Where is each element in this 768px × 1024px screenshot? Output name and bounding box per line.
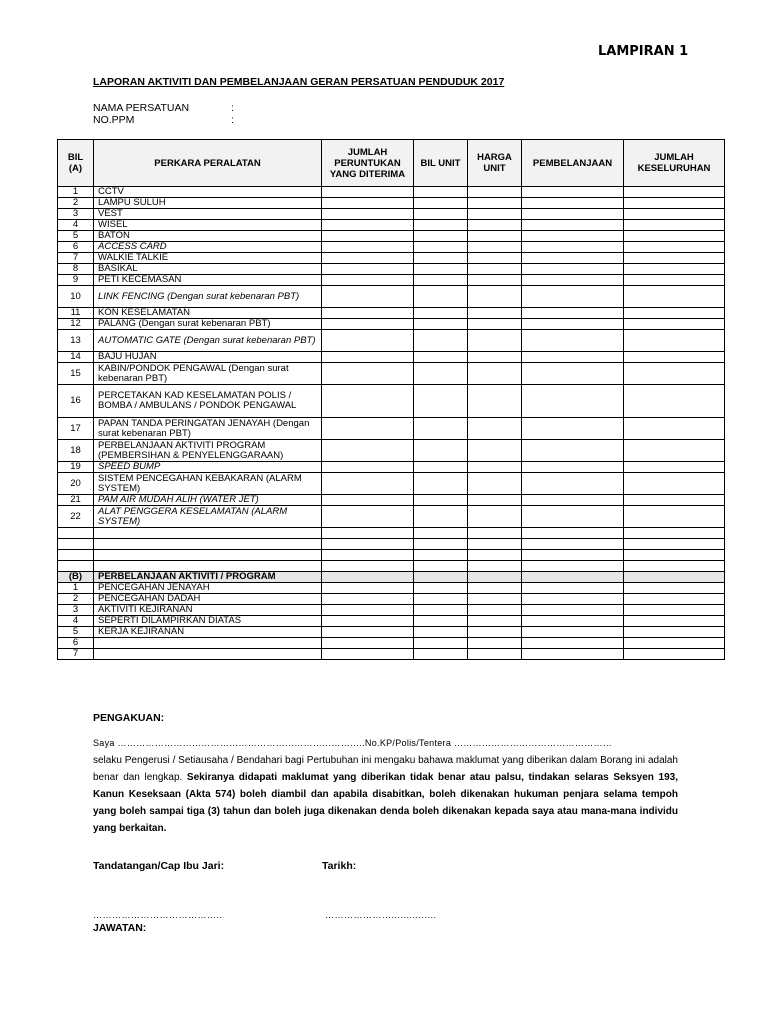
cell-unit-price[interactable] [468,462,522,473]
cell-allocation[interactable] [322,649,414,660]
table-row [58,231,725,242]
row-number: 6 [58,242,94,253]
row-number: 7 [58,649,94,660]
cell-allocation[interactable] [322,209,414,220]
cell-expenditure[interactable] [522,253,624,264]
header-pembelanjaan: PEMBELANJAAN [522,140,624,187]
table-row [58,264,725,275]
cell-unit-price[interactable] [468,319,522,330]
table-row [58,209,725,220]
cell-allocation[interactable] [322,506,414,528]
cell-total[interactable] [624,319,725,330]
row-number: 16 [58,385,94,418]
row-item: LINK FENCING (Dengan surat kebenaran PBT) [94,286,322,308]
cell-total[interactable] [624,330,725,352]
cell-unit-price[interactable] [468,275,522,286]
position-label: JAWATAN: [93,922,147,934]
cell-unit-count[interactable] [414,594,468,605]
blank-cell[interactable] [522,528,624,539]
cell-total[interactable] [624,385,725,418]
row-item: PENCEGAHAN DADAH [94,594,322,605]
cell-unit-count[interactable] [414,462,468,473]
cell-expenditure[interactable] [522,363,624,385]
cell-allocation[interactable] [322,264,414,275]
blank-cell[interactable] [522,539,624,550]
declaration-bold: Sekiranya didapati maklumat yang diberikan tidak benar atau palsu, tindakan selaras Seksyen 193, Kanun Keseksaan (Akta 574) boleh diambil dan apabila disabitkan, boleh dikenakan hukuman penjara selama tempoh yang boleh sampai tiga (3) tahun dan boleh juga dikenakan denda boleh dikenakan kepada saya atau mana-mana individu yang berkaitan. [93,772,678,834]
cell-allocation[interactable] [322,220,414,231]
cell-allocation[interactable] [322,242,414,253]
table-row [58,319,725,330]
cell-unit-count[interactable] [414,583,468,594]
cell-allocation[interactable] [322,330,414,352]
blank-cell[interactable] [468,528,522,539]
cell-unit-count[interactable] [414,616,468,627]
cell-expenditure[interactable] [522,308,624,319]
table-row [58,418,725,440]
cell-total[interactable] [624,264,725,275]
cell-allocation[interactable] [322,187,414,198]
row-number: 15 [58,363,94,385]
table-row [58,286,725,308]
cell-total[interactable] [624,440,725,462]
row-number: 22 [58,506,94,528]
cell-expenditure[interactable] [522,638,624,649]
table-row [58,583,725,594]
cell-unit-price[interactable] [468,385,522,418]
header-harga-unit: HARGA UNIT [468,140,522,187]
table-row [58,605,725,616]
table-row [58,649,725,660]
cell-allocation[interactable] [322,319,414,330]
table-row [58,275,725,286]
row-item: PERBELANJAAN AKTIVITI PROGRAM (PEMBERSIHAN & PENYELENGGARAAN) [94,440,322,462]
cell-total[interactable] [624,308,725,319]
section-b-title: PERBELANJAAN AKTIVITI / PROGRAM [94,572,322,583]
row-number: 4 [58,220,94,231]
cell-allocation[interactable] [322,198,414,209]
row-number: 17 [58,418,94,440]
cell-allocation[interactable] [322,308,414,319]
cell-unit-count[interactable] [414,605,468,616]
cell-unit-count[interactable] [414,385,468,418]
cell-expenditure[interactable] [522,418,624,440]
cell-unit-count[interactable] [414,319,468,330]
table-row [58,638,725,649]
table-row [58,627,725,638]
cell-unit-price[interactable] [468,495,522,506]
row-item: AKTIVITI KEJIRANAN [94,605,322,616]
table-row [58,594,725,605]
cell-unit-count[interactable] [414,209,468,220]
cell-unit-count[interactable] [414,330,468,352]
table-row [58,198,725,209]
blank-cell[interactable] [58,550,94,561]
cell-unit-count[interactable] [414,187,468,198]
cell-total[interactable] [624,253,725,264]
table-row [58,616,725,627]
cell-total[interactable] [624,198,725,209]
table-row [58,495,725,506]
cell-allocation[interactable] [322,275,414,286]
cell-unit-price[interactable] [468,627,522,638]
meta-sep: : [231,114,234,126]
row-number: 14 [58,352,94,363]
cell-unit-price[interactable] [468,209,522,220]
cell-total[interactable] [624,363,725,385]
cell-unit-count[interactable] [414,352,468,363]
cell-unit-price[interactable] [468,253,522,264]
report-table [57,139,725,660]
blank-cell[interactable] [322,561,414,572]
cell-allocation[interactable] [322,286,414,308]
blank-row [58,561,725,572]
row-number: 3 [58,209,94,220]
row-number: 6 [58,638,94,649]
row-item: SPEED BUMP [94,462,322,473]
blank-cell[interactable] [414,561,468,572]
blank-cell[interactable] [322,539,414,550]
cell-total[interactable] [624,231,725,242]
cell-allocation[interactable] [322,352,414,363]
page-title: LAPORAN AKTIVITI DAN PEMBELANJAAN GERAN PERSATUAN PENDUDUK 2017 [93,76,505,88]
header-perkara: PERKARA PERALATAN [94,140,322,187]
row-item: KABIN/PONDOK PENGAWAL (Dengan surat kebenaran PBT) [94,363,322,385]
meta-ppm-number [93,114,234,126]
cell-unit-count[interactable] [414,308,468,319]
cell-expenditure[interactable] [522,275,624,286]
table-row [58,187,725,198]
cell-total[interactable] [624,187,725,198]
cell-total[interactable] [624,649,725,660]
cell-unit-price[interactable] [468,363,522,385]
cell-unit-count[interactable] [414,638,468,649]
blank-cell[interactable] [522,550,624,561]
cell-expenditure[interactable] [522,209,624,220]
cell-allocation[interactable] [322,627,414,638]
cell-unit-price[interactable] [468,308,522,319]
cell-unit-price[interactable] [468,187,522,198]
meta-label: NAMA PERSATUAN [93,102,190,114]
blank-cell[interactable] [468,561,522,572]
cell-unit-price[interactable] [468,649,522,660]
cell-total[interactable] [624,242,725,253]
cell-unit-count[interactable] [414,242,468,253]
row-item: SEPERTI DILAMPIRKAN DIATAS [94,616,322,627]
cell-allocation[interactable] [322,594,414,605]
row-item [94,649,322,660]
section-b-cell [522,572,624,583]
cell-unit-count[interactable] [414,506,468,528]
meta-association-name [93,102,234,114]
cell-allocation[interactable] [322,462,414,473]
cell-expenditure[interactable] [522,220,624,231]
cell-unit-count[interactable] [414,440,468,462]
row-item: PERCETAKAN KAD KESELAMATAN POLIS / BOMBA / AMBULANS / PONDOK PENGAWAL [94,385,322,418]
row-item: KON KESELAMATAN [94,308,322,319]
row-number: 19 [58,462,94,473]
cell-unit-count[interactable] [414,649,468,660]
cell-allocation[interactable] [322,418,414,440]
cell-expenditure[interactable] [522,649,624,660]
cell-total[interactable] [624,352,725,363]
blank-cell[interactable] [624,561,725,572]
cell-expenditure[interactable] [522,352,624,363]
row-item: PENCEGAHAN JENAYAH [94,583,322,594]
row-number: 10 [58,286,94,308]
table-row [58,330,725,352]
cell-total[interactable] [624,275,725,286]
cell-unit-price[interactable] [468,616,522,627]
row-number: 2 [58,594,94,605]
cell-expenditure[interactable] [522,616,624,627]
cell-unit-price[interactable] [468,220,522,231]
cell-unit-price[interactable] [468,231,522,242]
header-jumlah-peruntukan: JUMLAH PERUNTUKAN YANG DITERIMA [322,140,414,187]
cell-allocation[interactable] [322,253,414,264]
declaration-name-line: Saya ……………………………………………………………………..No.KP/Polis/Tentera …………………………………………… [93,738,613,748]
cell-expenditure[interactable] [522,495,624,506]
table-header-row [58,140,725,187]
row-number: 4 [58,616,94,627]
blank-cell[interactable] [58,561,94,572]
cell-expenditure[interactable] [522,198,624,209]
cell-unit-count[interactable] [414,286,468,308]
cell-total[interactable] [624,506,725,528]
cell-total[interactable] [624,473,725,495]
cell-expenditure[interactable] [522,440,624,462]
table-row [58,462,725,473]
cell-expenditure[interactable] [522,231,624,242]
cell-unit-count[interactable] [414,275,468,286]
cell-allocation[interactable] [322,638,414,649]
signature-label: Tandatangan/Cap Ibu Jari: [93,860,225,872]
row-number: 2 [58,198,94,209]
row-number: 1 [58,583,94,594]
cell-total[interactable] [624,418,725,440]
cell-expenditure[interactable] [522,330,624,352]
blank-cell[interactable] [468,539,522,550]
cell-allocation[interactable] [322,583,414,594]
cell-unit-price[interactable] [468,473,522,495]
blank-cell[interactable] [94,528,322,539]
blank-cell[interactable] [94,550,322,561]
cell-allocation[interactable] [322,385,414,418]
row-number: 3 [58,605,94,616]
cell-unit-price[interactable] [468,286,522,308]
row-item: CCTV [94,187,322,198]
cell-allocation[interactable] [322,495,414,506]
attachment-label: LAMPIRAN 1 [598,44,689,59]
cell-unit-count[interactable] [414,264,468,275]
cell-unit-count[interactable] [414,363,468,385]
cell-expenditure[interactable] [522,319,624,330]
cell-total[interactable] [624,209,725,220]
cell-allocation[interactable] [322,231,414,242]
blank-cell[interactable] [414,539,468,550]
row-item: KERJA KEJIRANAN [94,627,322,638]
date-line: …………………............... [325,910,437,920]
signature-line: ………………………………….. [93,910,223,920]
table-row [58,440,725,462]
cell-unit-count[interactable] [414,231,468,242]
section-b-cell [468,572,522,583]
blank-cell[interactable] [624,528,725,539]
cell-expenditure[interactable] [522,473,624,495]
cell-expenditure[interactable] [522,242,624,253]
blank-cell[interactable] [322,528,414,539]
cell-allocation[interactable] [322,440,414,462]
cell-expenditure[interactable] [522,506,624,528]
row-item: BAJU HUJAN [94,352,322,363]
cell-expenditure[interactable] [522,264,624,275]
cell-total[interactable] [624,605,725,616]
section-b-header [58,572,725,583]
declaration-text [93,752,678,837]
cell-expenditure[interactable] [522,605,624,616]
cell-expenditure[interactable] [522,187,624,198]
cell-unit-price[interactable] [468,583,522,594]
cell-total[interactable] [624,616,725,627]
row-item: LAMPU SULUH [94,198,322,209]
cell-unit-price[interactable] [468,264,522,275]
cell-unit-count[interactable] [414,198,468,209]
header-bil: BIL (A) [58,140,94,187]
header-bil-unit: BIL UNIT [414,140,468,187]
cell-unit-price[interactable] [468,638,522,649]
row-item: BASIKAL [94,264,322,275]
cell-total[interactable] [624,220,725,231]
blank-cell[interactable] [624,550,725,561]
table-row [58,363,725,385]
table-row [58,385,725,418]
blank-cell[interactable] [468,550,522,561]
table-row [58,253,725,264]
row-number: 13 [58,330,94,352]
cell-total[interactable] [624,638,725,649]
row-number: 12 [58,319,94,330]
cell-unit-price[interactable] [468,506,522,528]
table-row [58,242,725,253]
section-b-cell [414,572,468,583]
meta-label: NO.PPM [93,114,135,126]
blank-cell[interactable] [624,539,725,550]
cell-allocation[interactable] [322,616,414,627]
section-b-cell [322,572,414,583]
row-number: 18 [58,440,94,462]
row-item [94,638,322,649]
cell-unit-price[interactable] [468,440,522,462]
row-item: BATON [94,231,322,242]
table-row [58,220,725,231]
cell-expenditure[interactable] [522,462,624,473]
section-b-cell [624,572,725,583]
blank-cell[interactable] [522,561,624,572]
cell-total[interactable] [624,495,725,506]
blank-cell[interactable] [94,539,322,550]
cell-unit-count[interactable] [414,418,468,440]
row-item: WALKIE TALKIE [94,253,322,264]
cell-total[interactable] [624,462,725,473]
cell-unit-count[interactable] [414,253,468,264]
row-number: 7 [58,253,94,264]
blank-row [58,539,725,550]
cell-allocation[interactable] [322,473,414,495]
cell-total[interactable] [624,286,725,308]
cell-unit-price[interactable] [468,352,522,363]
row-number: 21 [58,495,94,506]
cell-total[interactable] [624,627,725,638]
row-number: 11 [58,308,94,319]
row-number: 9 [58,275,94,286]
blank-row [58,550,725,561]
cell-total[interactable] [624,583,725,594]
table-row [58,308,725,319]
row-number: 5 [58,231,94,242]
blank-cell[interactable] [58,539,94,550]
row-item: ALAT PENGGERA KESELAMATAN (ALARM SYSTEM) [94,506,322,528]
row-item: AUTOMATIC GATE (Dengan surat kebenaran PBT) [94,330,322,352]
blank-cell[interactable] [414,550,468,561]
row-item: SISTEM PENCEGAHAN KEBAKARAN (ALARM SYSTEM) [94,473,322,495]
cell-unit-count[interactable] [414,473,468,495]
cell-unit-count[interactable] [414,495,468,506]
cell-unit-price[interactable] [468,330,522,352]
cell-allocation[interactable] [322,605,414,616]
row-item: VEST [94,209,322,220]
row-item: PAPAN TANDA PERINGATAN JENAYAH (Dengan surat kebenaran PBT) [94,418,322,440]
blank-cell[interactable] [322,550,414,561]
row-item: PALANG (Dengan surat kebenaran PBT) [94,319,322,330]
cell-unit-price[interactable] [468,418,522,440]
cell-unit-price[interactable] [468,242,522,253]
cell-allocation[interactable] [322,363,414,385]
declaration-plain: selaku Pengerusi / Setiausaha / Bendahari bagi Pertubuhan ini mengaku bahawa maklumat yang diberikan dalam Borang ini adalah benar dan lengkap. [93,755,678,783]
blank-cell[interactable] [94,561,322,572]
cell-unit-count[interactable] [414,627,468,638]
row-number: 20 [58,473,94,495]
meta-sep: : [231,102,234,114]
cell-expenditure[interactable] [522,594,624,605]
section-b-number: (B) [58,572,94,583]
cell-total[interactable] [624,594,725,605]
row-number: 8 [58,264,94,275]
cell-unit-count[interactable] [414,220,468,231]
date-label: Tarikh: [322,860,357,872]
cell-expenditure[interactable] [522,385,624,418]
blank-row [58,528,725,539]
table-row [58,473,725,495]
cell-unit-price[interactable] [468,198,522,209]
header-jumlah-keseluruhan: JUMLAH KESELURUHAN [624,140,725,187]
declaration-heading: PENGAKUAN: [93,712,165,724]
cell-unit-price[interactable] [468,594,522,605]
table-row [58,506,725,528]
cell-unit-price[interactable] [468,605,522,616]
row-item: ACCESS CARD [94,242,322,253]
cell-expenditure[interactable] [522,583,624,594]
row-number: 5 [58,627,94,638]
row-item: PETI KECEMASAN [94,275,322,286]
blank-cell[interactable] [414,528,468,539]
row-item: WISEL [94,220,322,231]
blank-cell[interactable] [58,528,94,539]
cell-expenditure[interactable] [522,627,624,638]
row-number: 1 [58,187,94,198]
row-item: PAM AIR MUDAH ALIH (WATER JET) [94,495,322,506]
cell-expenditure[interactable] [522,286,624,308]
table-row [58,352,725,363]
